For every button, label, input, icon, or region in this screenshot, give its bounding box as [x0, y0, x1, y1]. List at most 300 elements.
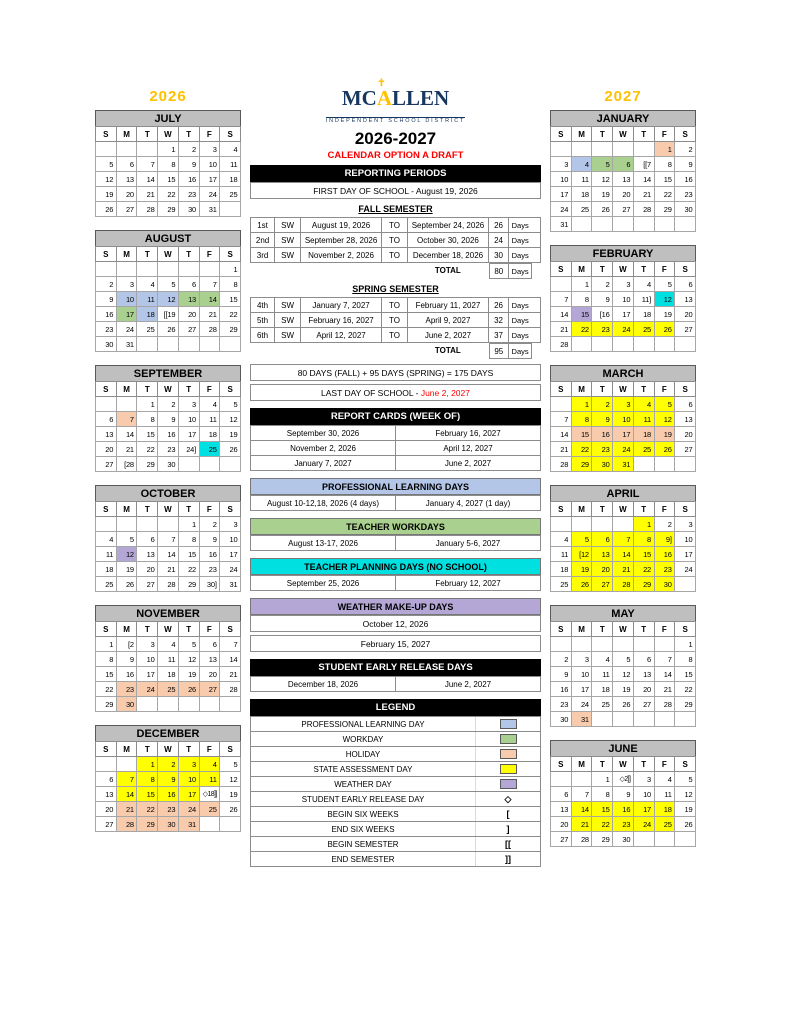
day-cell — [137, 142, 158, 157]
day-cell — [137, 337, 158, 352]
teacher-planning-row — [250, 575, 541, 591]
day-cell: 15 — [654, 172, 675, 187]
reporting-row — [250, 247, 541, 263]
to-label: TO — [381, 298, 407, 312]
day-cell: [28 — [116, 457, 137, 472]
weekday-header: T — [592, 382, 613, 397]
day-cell: 11 — [220, 157, 241, 172]
day-cell: 22 — [220, 307, 241, 322]
month-title: AUGUST — [95, 230, 241, 247]
weather-makeup-header: WEATHER MAKE-UP DAYS — [250, 598, 541, 615]
day-cell: 16 — [654, 547, 675, 562]
legend-label: BEGIN SIX WEEKS — [327, 809, 399, 819]
week-row — [551, 697, 696, 712]
day-cell: 2 — [158, 397, 179, 412]
weekday-header-row — [551, 127, 696, 142]
day-cell: 19 — [220, 787, 241, 802]
weekday-header-row — [96, 127, 241, 142]
day-cell: 16 — [116, 667, 137, 682]
weekday-header: T — [633, 757, 654, 772]
day-cell: 1 — [137, 757, 158, 772]
week-row — [96, 637, 241, 652]
day-cell: 12 — [675, 787, 696, 802]
day-cell: 10 — [613, 292, 634, 307]
legend-item — [250, 851, 541, 867]
first-day-row: FIRST DAY OF SCHOOL - August 19, 2026 — [250, 182, 541, 199]
day-cell: 2 — [178, 142, 199, 157]
day-cell: 30 — [158, 457, 179, 472]
day-cell: 25 — [137, 322, 158, 337]
legend-symbol: [[ — [505, 838, 511, 849]
legend-key — [475, 717, 540, 731]
day-cell: 11 — [199, 772, 220, 787]
professional-learning-dates — [250, 495, 541, 511]
teacher-workdays-row — [250, 535, 541, 551]
day-cell: 21 — [654, 682, 675, 697]
day-cell: 27 — [633, 697, 654, 712]
day-cell: 3 — [551, 157, 572, 172]
date-cell: January 7, 2027 — [294, 458, 352, 468]
day-cell: 4 — [633, 277, 654, 292]
week-row — [551, 322, 696, 337]
legend-header: LEGEND — [250, 699, 541, 716]
day-cell: 31 — [613, 457, 634, 472]
day-cell: 26 — [178, 682, 199, 697]
day-cell — [158, 337, 179, 352]
day-cell: 22 — [592, 817, 613, 832]
days-unit: Days — [509, 343, 532, 359]
day-cell — [571, 772, 592, 787]
week-row — [551, 817, 696, 832]
day-cell: 11 — [137, 292, 158, 307]
day-cell: 18 — [592, 682, 613, 697]
day-cell: 9 — [116, 652, 137, 667]
period-sw: SW — [274, 218, 300, 232]
day-cell: 11 — [571, 172, 592, 187]
fall-total-row — [250, 263, 541, 279]
day-cell: 9 — [613, 787, 634, 802]
day-cell: 7 — [137, 157, 158, 172]
weekday-header: S — [551, 262, 572, 277]
day-cell: 26 — [571, 577, 592, 592]
period-ordinal: 5th — [256, 315, 269, 325]
day-cell: 10 — [178, 772, 199, 787]
day-cell: 29 — [654, 202, 675, 217]
weekday-header: S — [220, 247, 241, 262]
date-cell: August 13-17, 2026 — [288, 538, 358, 548]
month-title: JANUARY — [550, 110, 696, 127]
day-cell: 15 — [220, 292, 241, 307]
weekday-header: M — [116, 127, 137, 142]
legend-label: HOLIDAY — [345, 749, 381, 759]
day-cell — [613, 517, 634, 532]
days-unit: Days — [508, 248, 531, 262]
day-cell: 18 — [158, 667, 179, 682]
day-cell: 7 — [571, 787, 592, 802]
day-cell — [551, 517, 572, 532]
weekday-header: M — [116, 382, 137, 397]
week-row — [96, 142, 241, 157]
week-row — [551, 442, 696, 457]
day-cell: 23 — [158, 802, 179, 817]
weekday-header: F — [199, 247, 220, 262]
day-cell: 2 — [654, 517, 675, 532]
day-cell: 25 — [96, 577, 117, 592]
day-cell: 6 — [137, 532, 158, 547]
legend-key — [475, 837, 540, 851]
legend-key — [475, 747, 540, 761]
week-row — [96, 322, 241, 337]
day-cell: 15 — [592, 802, 613, 817]
period-start: April 12, 2027 — [300, 328, 381, 342]
week-row — [96, 427, 241, 442]
day-cell — [592, 517, 613, 532]
day-cell: 25 — [199, 442, 220, 457]
day-cell: 5 — [178, 637, 199, 652]
legend-label: PROFESSIONAL LEARNING DAY — [301, 719, 425, 729]
legend-item — [250, 746, 541, 762]
day-cell: 6 — [633, 652, 654, 667]
day-cell: ◇18]] — [199, 787, 220, 802]
week-row — [551, 292, 696, 307]
day-cell: 13 — [96, 427, 117, 442]
day-cell: 4 — [654, 772, 675, 787]
date-cell: January 5-6, 2027 — [395, 536, 540, 550]
weekday-header: T — [592, 757, 613, 772]
month-may — [550, 605, 696, 727]
day-cell: [[19 — [158, 307, 179, 322]
month-july — [95, 110, 241, 217]
week-row — [96, 547, 241, 562]
day-cell — [592, 637, 613, 652]
day-cell: 4 — [571, 157, 592, 172]
weekday-header: W — [613, 622, 634, 637]
week-row — [96, 772, 241, 787]
day-cell: 20 — [633, 682, 654, 697]
day-cell: 10 — [613, 412, 634, 427]
week-row — [551, 712, 696, 727]
day-cell: 27 — [96, 457, 117, 472]
day-cell — [633, 637, 654, 652]
day-cell: 22 — [571, 322, 592, 337]
day-cell: 28 — [551, 457, 572, 472]
day-cell: 7 — [551, 292, 572, 307]
day-cell — [633, 457, 654, 472]
legend-item — [250, 731, 541, 747]
day-cell: 27 — [116, 202, 137, 217]
weekday-header: W — [158, 742, 179, 757]
day-cell: 11 — [633, 412, 654, 427]
weekday-header: T — [137, 742, 158, 757]
day-cell: 13 — [551, 802, 572, 817]
day-cell: 13 — [178, 292, 199, 307]
day-cell — [137, 517, 158, 532]
day-cell: 4 — [199, 397, 220, 412]
weekday-header: T — [633, 262, 654, 277]
day-cell: 4 — [199, 757, 220, 772]
month-title: OCTOBER — [95, 485, 241, 502]
year-right: 2027 — [604, 88, 642, 105]
day-cell — [633, 337, 654, 352]
day-cell: 6 — [199, 637, 220, 652]
week-row — [96, 172, 241, 187]
day-cell: 21 — [613, 562, 634, 577]
day-cell: 28 — [633, 202, 654, 217]
day-cell: 22 — [633, 562, 654, 577]
day-cell: 24 — [199, 187, 220, 202]
day-cell: 23 — [613, 817, 634, 832]
day-cell: 7 — [116, 412, 137, 427]
day-cell: 23 — [592, 322, 613, 337]
weekday-header: F — [654, 382, 675, 397]
day-cell: 8 — [137, 412, 158, 427]
day-cell: 26 — [220, 802, 241, 817]
spacer — [250, 263, 407, 279]
day-cell: 26 — [220, 442, 241, 457]
day-cell: 14 — [551, 427, 572, 442]
day-cell — [199, 817, 220, 832]
day-cell — [675, 457, 696, 472]
weekday-header: T — [178, 127, 199, 142]
weekday-header: S — [675, 382, 696, 397]
sa-swatch — [500, 764, 517, 774]
day-cell: 16 — [592, 427, 613, 442]
day-cell: 13 — [116, 172, 137, 187]
day-cell: 17 — [116, 307, 137, 322]
week-row — [96, 442, 241, 457]
day-cell: 30 — [551, 712, 572, 727]
day-cell: 20 — [592, 562, 613, 577]
to-label: TO — [381, 218, 407, 232]
week-row — [96, 787, 241, 802]
month-grid — [550, 501, 696, 592]
legend-item — [250, 821, 541, 837]
day-cell: 16 — [158, 427, 179, 442]
day-cell: 17 — [613, 427, 634, 442]
week-row — [551, 187, 696, 202]
day-cell: 27 — [675, 322, 696, 337]
period-start: February 16, 2027 — [300, 313, 381, 327]
day-cell: 21 — [551, 322, 572, 337]
date-cell: April 12, 2027 — [395, 441, 540, 455]
weekday-header: T — [178, 382, 199, 397]
week-row — [96, 307, 241, 322]
month-grid — [550, 126, 696, 232]
weekday-header: W — [613, 757, 634, 772]
day-cell: 21 — [116, 442, 137, 457]
day-cell: 5 — [613, 652, 634, 667]
date-cell: December 18, 2026 — [287, 679, 359, 689]
period-end: February 11, 2027 — [407, 298, 488, 312]
day-cell: 14 — [551, 307, 572, 322]
day-cell: 25 — [571, 202, 592, 217]
week-row — [551, 172, 696, 187]
week-row — [551, 157, 696, 172]
month-grid — [95, 246, 241, 352]
day-cell: 22 — [158, 187, 179, 202]
day-cell: 11 — [158, 652, 179, 667]
day-cell: 2 — [592, 397, 613, 412]
last-day-row — [250, 384, 541, 401]
day-cell: 9 — [551, 667, 572, 682]
teacher-workdays-dates — [250, 535, 541, 551]
weekday-header: F — [199, 742, 220, 757]
day-cell — [178, 337, 199, 352]
total-label: TOTAL — [434, 345, 461, 355]
weekday-header: F — [199, 622, 220, 637]
day-cell: ◇2]] — [613, 772, 634, 787]
last-day-label: LAST DAY OF SCHOOL - — [321, 387, 421, 398]
days-unit: Days — [508, 328, 531, 342]
day-cell — [654, 712, 675, 727]
days-unit: Days — [508, 218, 531, 232]
weekday-header: F — [199, 127, 220, 142]
right-month-column — [550, 88, 696, 867]
day-cell: 3 — [220, 517, 241, 532]
day-cell: 2 — [199, 517, 220, 532]
week-row — [96, 157, 241, 172]
day-cell: 25 — [633, 442, 654, 457]
day-cell: 13 — [675, 292, 696, 307]
day-cell: 3 — [199, 142, 220, 157]
date-cell: June 2, 2027 — [395, 456, 540, 470]
day-cell: 10 — [116, 292, 137, 307]
day-cell: 18 — [551, 562, 572, 577]
weekday-header-row — [96, 742, 241, 757]
day-cell: 26 — [613, 697, 634, 712]
week-row — [551, 337, 696, 352]
day-cell: 3 — [178, 397, 199, 412]
week-row — [551, 397, 696, 412]
day-cell: 10 — [633, 787, 654, 802]
day-cell: 26 — [654, 442, 675, 457]
period-days: 30 — [488, 248, 508, 262]
day-cell — [571, 142, 592, 157]
week-row — [551, 427, 696, 442]
day-cell: 30 — [592, 457, 613, 472]
day-cell — [96, 142, 117, 157]
week-row — [96, 457, 241, 472]
day-cell: 25 — [220, 187, 241, 202]
day-cell: 10 — [675, 532, 696, 547]
day-cell: 19 — [675, 802, 696, 817]
day-cell: 21 — [116, 802, 137, 817]
weekday-header: F — [199, 382, 220, 397]
day-cell: 4 — [633, 397, 654, 412]
day-cell: 17 — [178, 787, 199, 802]
day-cell: 3 — [116, 277, 137, 292]
reporting-periods-header: REPORTING PERIODS — [250, 165, 541, 182]
weekday-header: M — [571, 262, 592, 277]
week-row — [551, 517, 696, 532]
day-cell: 26 — [96, 202, 117, 217]
day-cell: [[7 — [633, 157, 654, 172]
day-cell: 11 — [199, 412, 220, 427]
day-cell: 23 — [675, 187, 696, 202]
day-cell: 14 — [571, 802, 592, 817]
weekday-header: S — [675, 127, 696, 142]
weekday-header: F — [654, 262, 675, 277]
day-cell: 9 — [158, 412, 179, 427]
day-cell — [613, 142, 634, 157]
day-cell: 17 — [613, 307, 634, 322]
legend-label: BEGIN SEMESTER — [327, 839, 399, 849]
day-cell: 21 — [220, 667, 241, 682]
date-cell: January 4, 2027 (1 day) — [395, 496, 540, 510]
day-cell: 17 — [551, 187, 572, 202]
day-cell: 20 — [675, 307, 696, 322]
day-cell — [613, 217, 634, 232]
day-cell: 21 — [633, 187, 654, 202]
period-days: 26 — [488, 218, 508, 232]
wd-swatch — [500, 734, 517, 744]
day-cell: [2 — [116, 637, 137, 652]
day-cell: 14 — [220, 652, 241, 667]
day-cell — [613, 337, 634, 352]
day-cell — [633, 712, 654, 727]
weekday-header: S — [96, 622, 117, 637]
day-cell: 29 — [137, 817, 158, 832]
date-cell: September 25, 2026 — [286, 578, 360, 588]
day-cell — [675, 337, 696, 352]
weekday-header-row — [551, 622, 696, 637]
day-cell: 21 — [158, 562, 179, 577]
day-cell — [220, 817, 241, 832]
month-grid — [550, 756, 696, 847]
day-cell: 23 — [551, 697, 572, 712]
day-cell: 20 — [551, 817, 572, 832]
week-row — [96, 187, 241, 202]
day-cell: 9 — [592, 292, 613, 307]
legend-key — [475, 762, 540, 776]
day-cell: 17 — [220, 547, 241, 562]
day-cell: 30 — [675, 202, 696, 217]
weekday-header: W — [158, 622, 179, 637]
week-row — [551, 802, 696, 817]
days-unit: Days — [508, 313, 531, 327]
logo-llen: LLEN — [391, 86, 450, 110]
day-cell: 17 — [178, 427, 199, 442]
period-end: October 30, 2026 — [407, 233, 488, 247]
spring-total-days: 95 — [489, 343, 509, 359]
day-cell: 25 — [592, 697, 613, 712]
day-cell: 9 — [178, 157, 199, 172]
day-cell — [551, 397, 572, 412]
professional-learning-row — [250, 495, 541, 511]
day-cell: 15 — [571, 307, 592, 322]
weekday-header: S — [220, 502, 241, 517]
report-card-row — [250, 440, 541, 456]
logo-subtitle: INDEPENDENT SCHOOL DISTRICT — [325, 118, 466, 124]
weekday-header: T — [137, 502, 158, 517]
day-cell: 13 — [199, 652, 220, 667]
period-sw: SW — [274, 298, 300, 312]
day-cell: 8 — [571, 292, 592, 307]
weekday-header: S — [96, 127, 117, 142]
legend-key — [475, 807, 540, 821]
day-cell: 20 — [137, 562, 158, 577]
day-cell: 20 — [675, 427, 696, 442]
legend-item — [250, 806, 541, 822]
day-cell: 5 — [220, 757, 241, 772]
day-cell — [158, 697, 179, 712]
legend-key — [475, 822, 540, 836]
legend-symbol: ] — [506, 823, 510, 834]
day-cell: 8 — [96, 652, 117, 667]
weekday-header: W — [158, 247, 179, 262]
week-row — [96, 412, 241, 427]
day-cell — [654, 217, 675, 232]
